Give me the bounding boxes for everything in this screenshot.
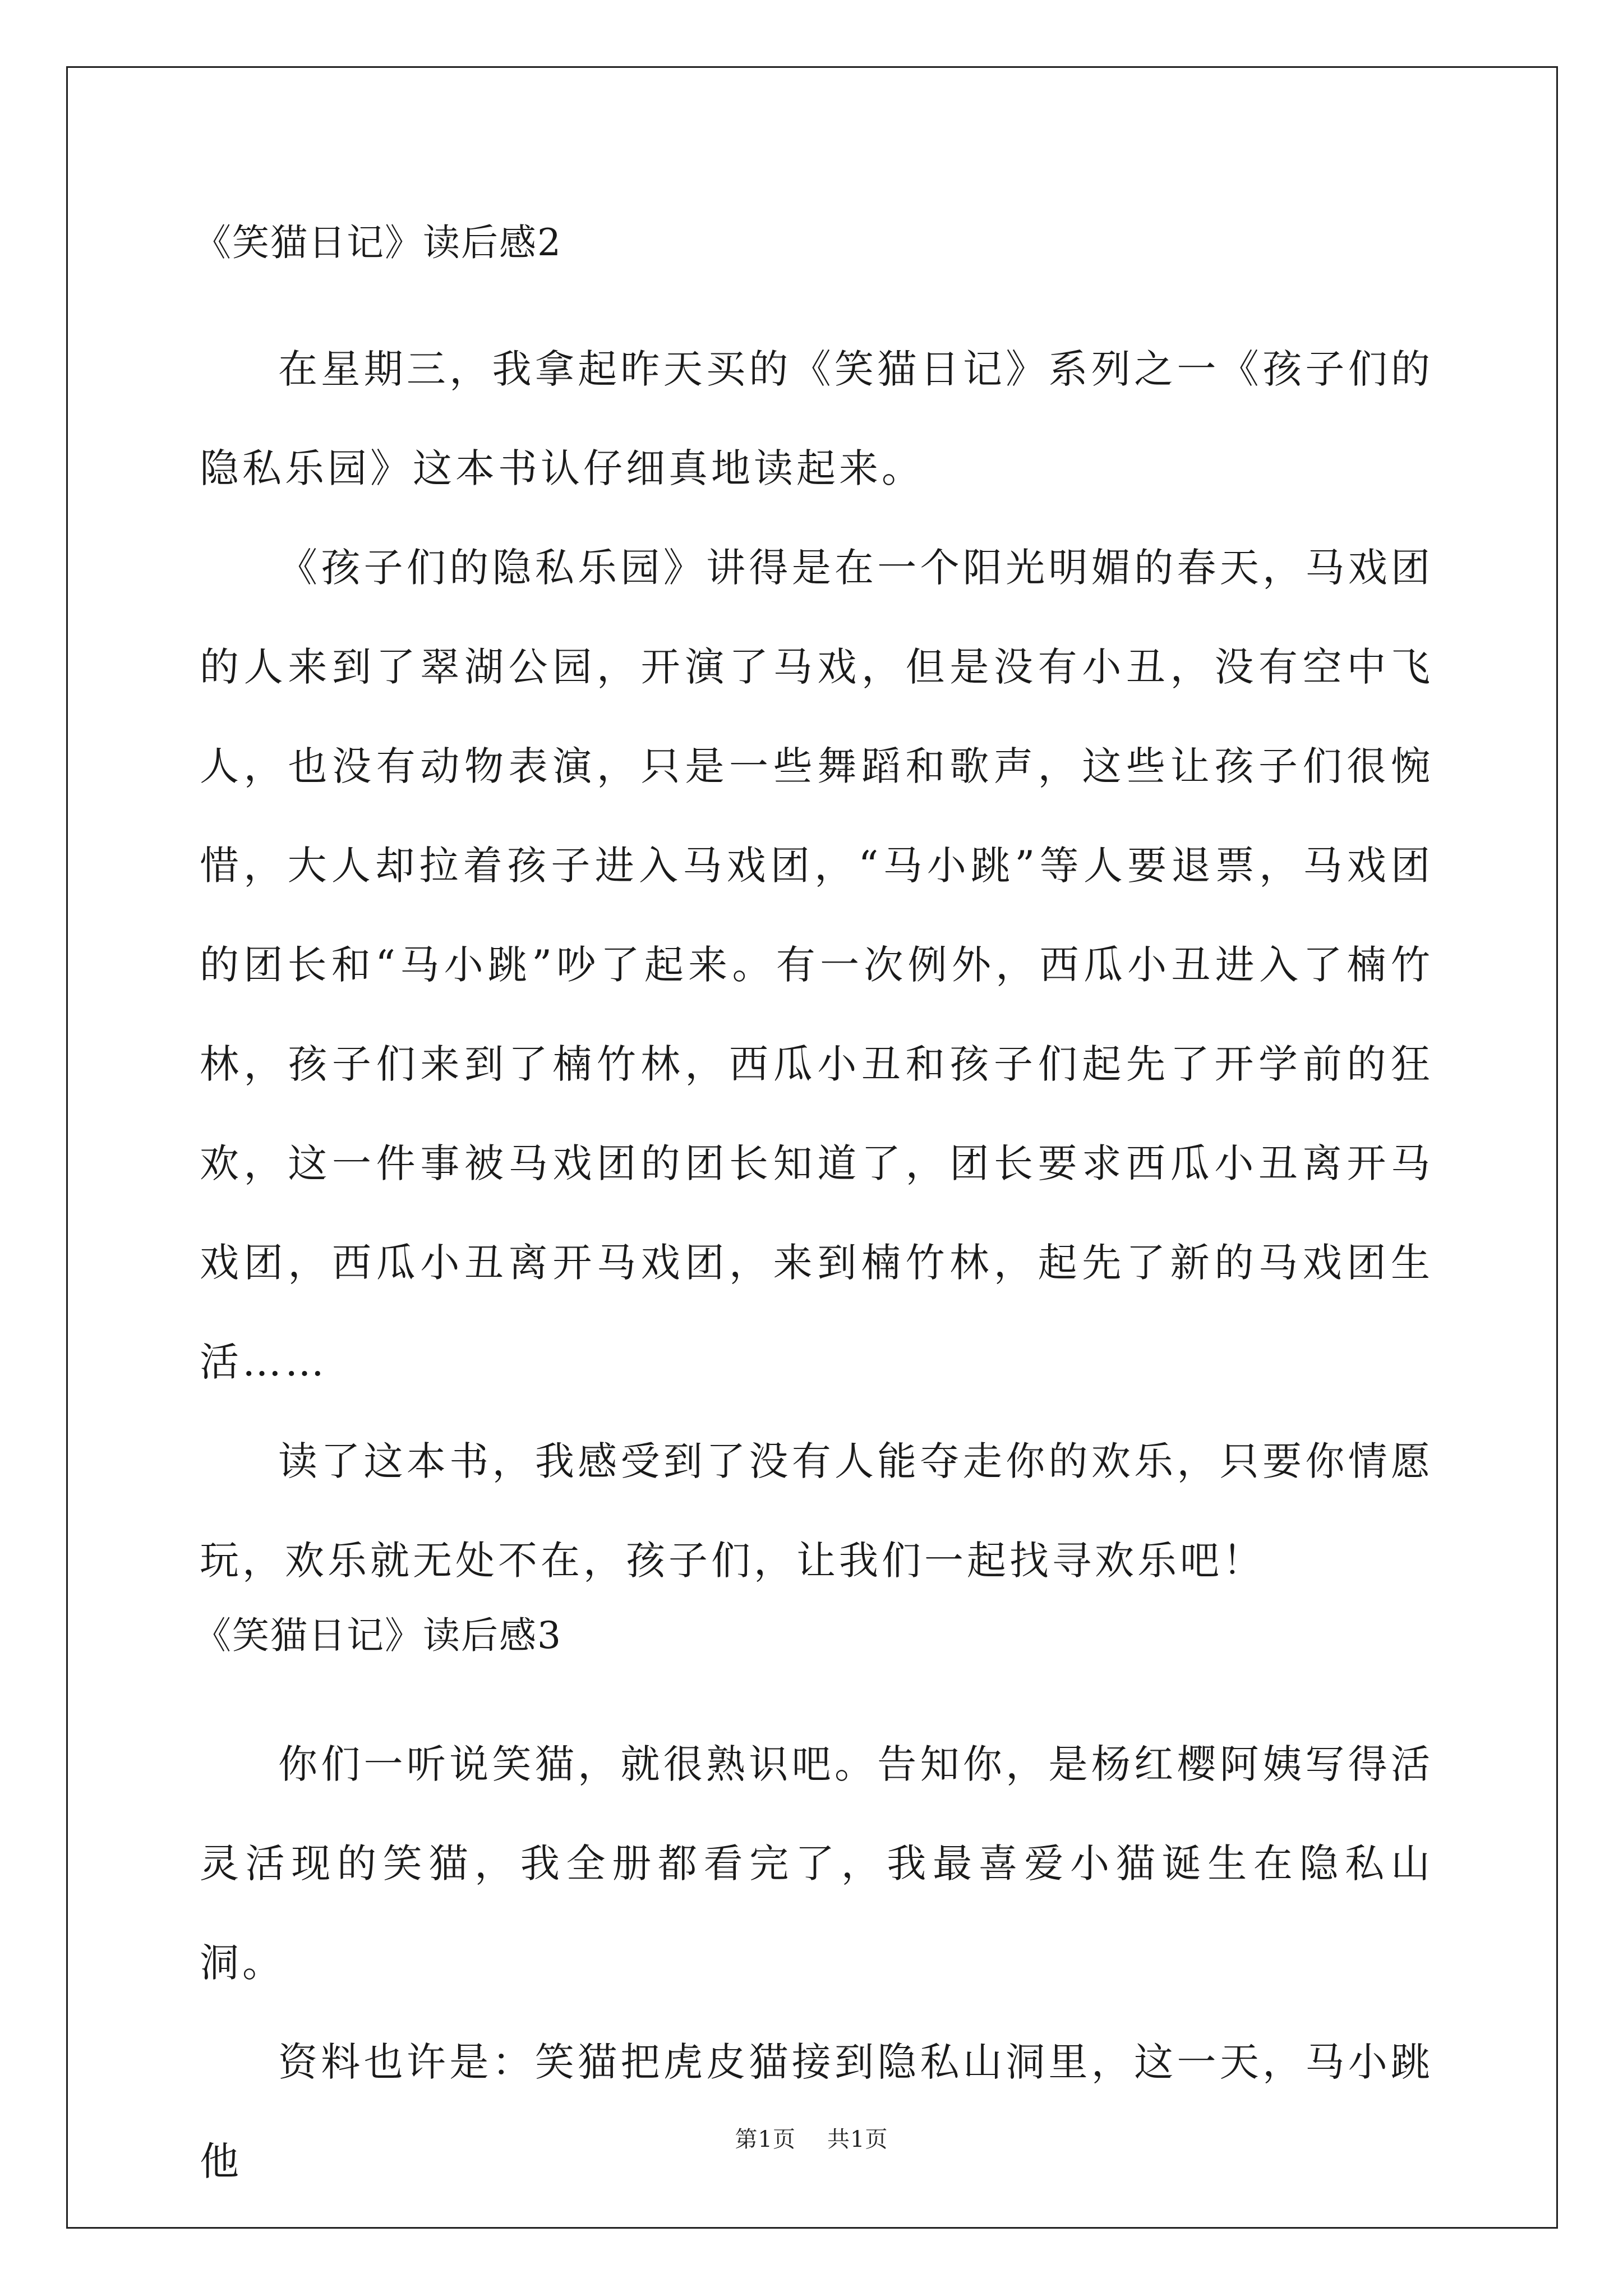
paragraph: 在星期三，我拿起昨天买的《笑猫日记》系列之一《孩子们的隐私乐园》这本书认仔细真地读起来。	[200, 346, 1433, 491]
section-heading: 《笑猫日记》读后感3	[194, 1614, 562, 1657]
paragraph: 资料也许是：笑猫把虎皮猫接到隐私山洞里，这一天，马小跳他	[200, 2039, 1433, 2184]
paragraph: 《孩子们的隐私乐园》讲得是在一个阳光明媚的春天，马戏团的人来到了翠湖公园，开演了马戏，但是没有小丑，没有空中飞人，也没有动物表演，只是一些舞蹈和歌声，这些让孩子们很惋惜，大人却拉着孩子进入马戏团，“马小跳”等人要退票，马戏团的团长和“马小跳”吵了起来。有一次例外，西瓜小丑进入了楠竹林，孩子们来到了楠竹林，西瓜小丑和孩子们起先了开学前的狂欢，这一件事被马戏团的团长知道了，团长要求西瓜小丑离开马戏团，西瓜小丑离开马戏团，来到楠竹林，起先了新的马戏团生活……	[200, 545, 1433, 1385]
section-2	[194, 218, 1433, 1611]
page-footer	[0, 2122, 1623, 2154]
section-heading: 《笑猫日记》读后感2	[194, 221, 562, 264]
paragraph: 你们一听说笑猫，就很熟识吧。告知你，是杨红樱阿姨写得活灵活现的笑猫，我全册都看完了，我最喜爱小猫诞生在隐私山洞。	[200, 1741, 1433, 1986]
page-number: 第1页	[735, 2127, 796, 2152]
page-total: 共1页	[827, 2127, 888, 2152]
paragraph: 读了这本书，我感受到了没有人能夺走你的欢乐，只要你情愿玩，欢乐就无处不在，孩子们，让我们一起找寻欢乐吧！	[200, 1438, 1433, 1584]
document-body	[194, 213, 1433, 2211]
